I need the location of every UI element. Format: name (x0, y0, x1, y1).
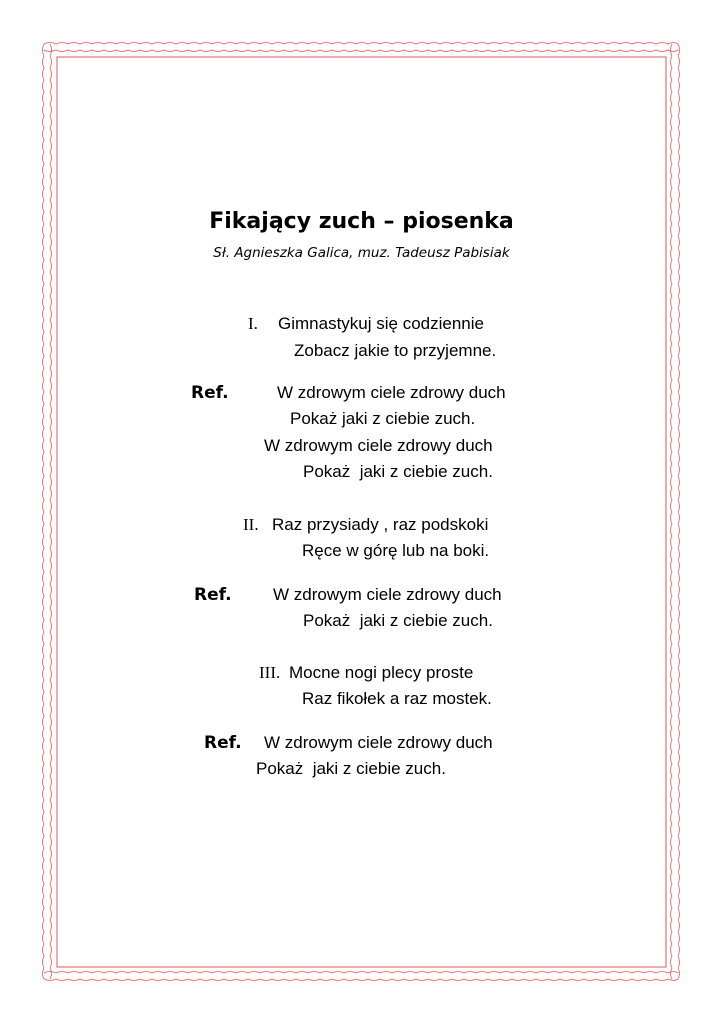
verse-1-line-1: Gimnastykuj się codziennie (278, 314, 484, 333)
chorus-3-line-1: W zdrowym ciele zdrowy duch (264, 733, 493, 752)
chorus-2-label: Ref. (194, 585, 232, 605)
verse-2-number: II. (243, 515, 259, 534)
song-credits: Sł. Agnieszka Galica, muz. Tadeusz Pabisiak (213, 245, 510, 261)
verse-1-number: I. (248, 314, 258, 333)
border-wave-4 (43, 44, 45, 979)
border-wave-1 (44, 50, 678, 52)
border-wave-3 (44, 972, 678, 974)
chorus-1-line-4: Pokaż jaki z ciebie zuch. (303, 462, 493, 481)
chorus-2-line-2: Pokaż jaki z ciebie zuch. (303, 611, 493, 630)
inner-frame (57, 57, 666, 967)
verse-2-line-2: Ręce w górę lub na boki. (302, 541, 490, 560)
chorus-1-label: Ref. (191, 383, 229, 403)
chorus-3-line-2: Pokaż jaki z ciebie zuch. (256, 759, 446, 778)
verse-3-line-1: Mocne nogi plecy proste (289, 663, 474, 682)
border-wave-0 (44, 43, 678, 45)
border-wave-6 (678, 44, 680, 979)
chorus-1-line-1: W zdrowym ciele zdrowy duch (277, 383, 506, 402)
verse-3-line-2: Raz fikołek a raz mostek. (302, 689, 492, 708)
border-wave-5 (50, 44, 52, 979)
chorus-1-line-3: W zdrowym ciele zdrowy duch (264, 436, 493, 455)
border-wave-2 (44, 979, 678, 981)
verse-3-number: III. (259, 663, 281, 682)
verse-2-line-1: Raz przysiady , raz podskoki (272, 515, 489, 534)
chorus-3-label: Ref. (204, 733, 242, 753)
border-wave-7 (671, 44, 673, 979)
chorus-1-line-2: Pokaż jaki z ciebie zuch. (290, 409, 476, 428)
verse-1-line-2: Zobacz jakie to przyjemne. (294, 341, 497, 360)
song-title: Fikający zuch – piosenka (209, 209, 514, 234)
chorus-2-line-1: W zdrowym ciele zdrowy duch (273, 585, 502, 604)
